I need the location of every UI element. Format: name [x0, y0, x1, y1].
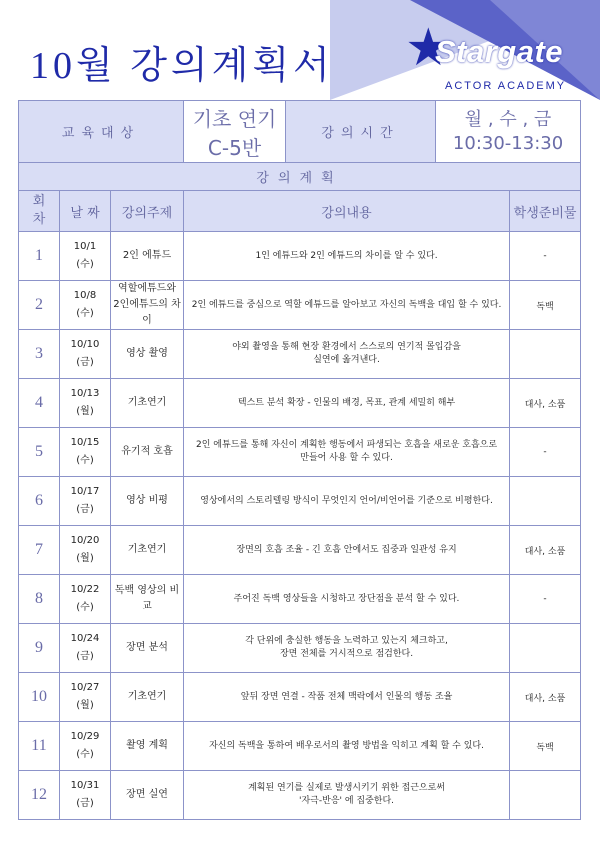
lecture-topic: 촬영 계획	[111, 722, 184, 771]
student-prep	[510, 330, 581, 379]
lecture-date: 10/31 (금)	[60, 771, 111, 820]
lecture-date: 10/22 (수)	[60, 575, 111, 624]
stargate-logo	[405, 18, 585, 92]
lecture-plan-table	[18, 100, 581, 820]
lecture-content: 각 단위에 충실한 행동을 노력하고 있는지 체크하고, 장면 전체를 거시적으로 점검한다.	[184, 624, 510, 673]
round-number: 6	[19, 477, 60, 526]
target-value: 기초 연기 C-5반	[184, 101, 286, 163]
round-number: 5	[19, 428, 60, 477]
round-number: 4	[19, 379, 60, 428]
col-topic: 강의주제	[111, 191, 184, 232]
lecture-date: 10/1 (수)	[60, 232, 111, 281]
lecture-date: 10/15 (수)	[60, 428, 111, 477]
lecture-topic: 영상 촬영	[111, 330, 184, 379]
lecture-rows	[19, 232, 581, 820]
lecture-topic: 유기적 호흡	[111, 428, 184, 477]
lecture-content: 텍스트 분석 확장 - 인물의 배경, 목표, 관계 세밀히 해부	[184, 379, 510, 428]
lecture-date: 10/29 (수)	[60, 722, 111, 771]
lecture-content: 2인 에튜드를 중심으로 역할 에튜드를 알아보고 자신의 독백을 대입 할 수 있다.	[184, 281, 510, 330]
lecture-content: 1인 에튜드와 2인 에튜드의 차이를 알 수 있다.	[184, 232, 510, 281]
round-number: 9	[19, 624, 60, 673]
lecture-content: 장면의 호흡 조율 - 긴 호흡 안에서도 집중과 일관성 유지	[184, 526, 510, 575]
target-label: 교육대상	[19, 101, 184, 163]
lecture-topic: 기초연기	[111, 673, 184, 722]
lecture-content: 2인 에튜드를 통해 자신이 계획한 행동에서 파생되는 호흡을 새로운 호흡으로 만들어 사용 할 수 있다.	[184, 428, 510, 477]
lecture-days: 월 , 수 , 금	[464, 108, 552, 130]
lecture-topic: 독백 영상의 비교	[111, 575, 184, 624]
lecture-topic: 2인 에튜드	[111, 232, 184, 281]
round-number: 8	[19, 575, 60, 624]
lecture-topic: 장면 분석	[111, 624, 184, 673]
lecture-content: 영상에서의 스토리텔링 방식이 무엇인지 언어/비언어를 기준으로 비평한다.	[184, 477, 510, 526]
col-content: 강의내용	[184, 191, 510, 232]
student-prep: -	[510, 575, 581, 624]
table-row	[19, 428, 581, 477]
round-number: 3	[19, 330, 60, 379]
lecture-topic: 장면 실연	[111, 771, 184, 820]
student-prep: 독백	[510, 281, 581, 330]
logo-sub-text: ACTOR ACADEMY	[445, 80, 567, 92]
info-row	[19, 101, 581, 163]
lecture-date: 10/20 (월)	[60, 526, 111, 575]
table-row	[19, 379, 581, 428]
lecture-date: 10/24 (금)	[60, 624, 111, 673]
column-header-row	[19, 191, 581, 232]
time-value	[436, 101, 581, 163]
lecture-topic: 기초연기	[111, 379, 184, 428]
lecture-date: 10/10 (금)	[60, 330, 111, 379]
lecture-content: 주어진 독백 영상들을 시청하고 장단점을 분석 할 수 있다.	[184, 575, 510, 624]
round-number: 2	[19, 281, 60, 330]
table-row	[19, 477, 581, 526]
round-number: 7	[19, 526, 60, 575]
lecture-topic: 기초연기	[111, 526, 184, 575]
lecture-content: 야외 촬영을 통해 현장 환경에서 스스로의 연기적 몰입감을 실연에 옮겨낸다.	[184, 330, 510, 379]
star-icon: ★	[405, 18, 452, 78]
table-row	[19, 771, 581, 820]
table-row	[19, 673, 581, 722]
lecture-topic: 영상 비평	[111, 477, 184, 526]
time-label: 강의시간	[286, 101, 436, 163]
student-prep: -	[510, 428, 581, 477]
table-row	[19, 526, 581, 575]
student-prep	[510, 477, 581, 526]
student-prep: 대사, 소품	[510, 526, 581, 575]
table-row	[19, 575, 581, 624]
col-round: 회 차	[19, 191, 60, 232]
plan-label: 강의계획	[19, 163, 581, 191]
lecture-content: 앞뒤 장면 연결 - 작품 전체 맥락에서 인물의 행동 조율	[184, 673, 510, 722]
student-prep	[510, 771, 581, 820]
round-number: 10	[19, 673, 60, 722]
lecture-date: 10/17 (금)	[60, 477, 111, 526]
lecture-hours: 10:30-13:30	[452, 132, 564, 154]
col-prep: 학생준비물	[510, 191, 581, 232]
lecture-date: 10/13 (월)	[60, 379, 111, 428]
student-prep: -	[510, 232, 581, 281]
student-prep: 대사, 소품	[510, 673, 581, 722]
table-row	[19, 624, 581, 673]
lecture-topic: 역할에튜드와 2인에튜드의 차이	[111, 281, 184, 330]
page-title: 10월 강의계획서	[30, 45, 334, 87]
table-row	[19, 330, 581, 379]
student-prep: 대사, 소품	[510, 379, 581, 428]
round-number: 11	[19, 722, 60, 771]
student-prep: 독백	[510, 722, 581, 771]
lecture-content: 계획된 연기를 실제로 발생시키기 위한 접근으로써 '자극-반응' 에 집중한다.	[184, 771, 510, 820]
table-row	[19, 281, 581, 330]
round-number: 12	[19, 771, 60, 820]
table-row	[19, 722, 581, 771]
table-row	[19, 232, 581, 281]
lecture-date: 10/8 (수)	[60, 281, 111, 330]
lecture-content: 자신의 독백을 통하여 배우로서의 촬영 방법을 익히고 계획 할 수 있다.	[184, 722, 510, 771]
lecture-date: 10/27 (월)	[60, 673, 111, 722]
col-date: 날 짜	[60, 191, 111, 232]
round-number: 1	[19, 232, 60, 281]
student-prep	[510, 624, 581, 673]
logo-main-text: Stargate	[435, 34, 564, 69]
